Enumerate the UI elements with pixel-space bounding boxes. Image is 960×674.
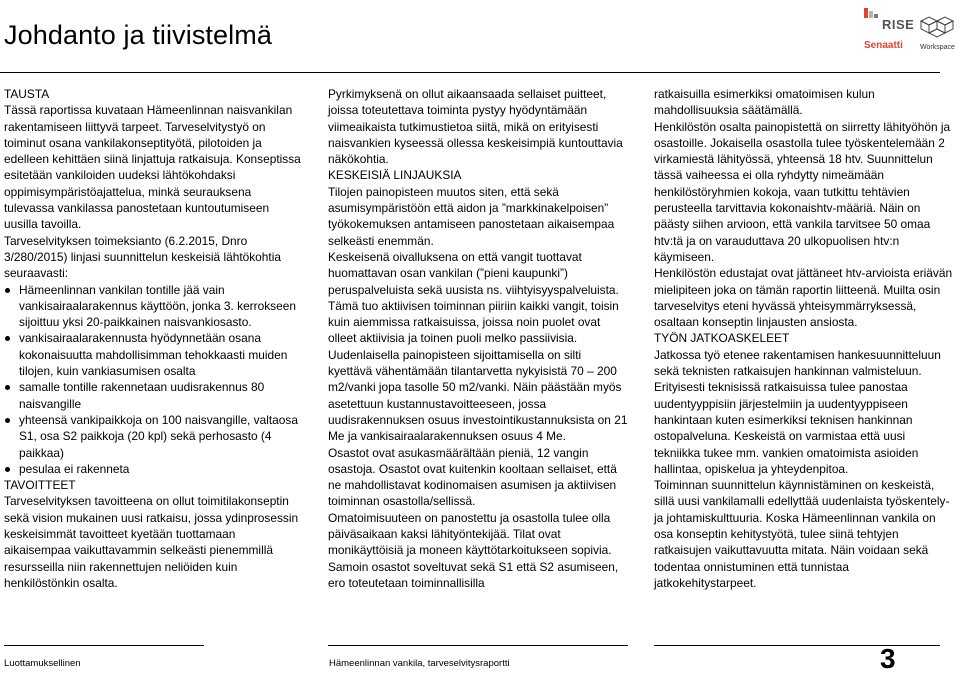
text-column-3 [654,86,954,591]
paragraph: Tilojen painopisteen muutos siten, että sekä asumisympäristöön että aidon ja ”markkinakelpoisen” työkokemuksen antamiseen panostetaan aikaisempaa selkeästi enemmän. [328,184,615,248]
paragraph: Omatoimisuuteen on panostettu ja osastolla tulee olla päiväsaikaan kaksi lähityöntekijää. Tilat ovat monikäyttöisiä ja moneen käyttötarkoitukseen sopivia. Samoin osastot soveltuvat sekä S1 että S2 asumiseen, ero toteutetaan toiminnallisilla [328,510,619,590]
paragraph: Erityisesti teknisissä ratkaisuissa tulee panostaa uudentyyppisiin järjestelmiin ja uudentyyppiseen hankintaan kuten esimerkiksi teknisen hankinnan ostopalveluna. Keskeistä on varmistaa että uusi tekniikka tukee mm. vankien omatoimista asioiden hallintaa, opiskelua ja yhteydenpitoa. [654,380,919,476]
logo-group [858,4,958,52]
workspace-logo-text: Workspace [920,44,955,51]
paragraph: Henkilöstön osalta painopistettä on siirretty lähityöhön ja osastoille. Jokaisella osastolla tulee työskentelemään 2 virkamiestä lähityössä, yhteensä 18 htv. Suunnittelun tässä vaiheessa ei olla ryhdytty nimeämään henkilöstöryhmien kokoja, vaan tutkittu tehtävien perusteella tarvittavia kokonaishtv-määriä. Näin on päästy siihen arvioon, että vankila tarvitsee 50 omaa htv:tä ja on varauduttava 20 ulkopuolisen htv:n käymiseen. [654,119,951,264]
senaatti-logo-text: Senaatti [864,40,903,51]
footer-divider-left [4,645,204,646]
workspace-logo-icon [920,14,954,42]
text-column-2 [328,86,628,591]
paragraph: Jatkossa työ etenee rakentamisen hankesuunnitteluun sekä teknisten ratkaisujen hankinnan valmisteluun. [654,347,941,379]
rise-logo-icon [864,8,880,30]
text-column-1 [4,86,304,591]
section-heading: TYÖN JATKOASKELEET [654,331,790,346]
header-divider [0,72,940,73]
paragraph: Keskeisenä oivalluksena on että vangit tuottavat huomattavan osan vankilan (”pieni kaupunki”) peruspalveluista sekä uusista ns. viihtyisyyspalveluista. Tämä tuo aktiivisen toiminnan piiriin kaikki vangit, toisin kuin aiemmissa ratkaisuissa, joissa noin puolet ovat olleet aktiivisia ja toinen puoli melko passiivisia. [328,249,619,346]
bullet-item: yhteensä vankipaikkoja on 100 naisvangille, valtaosa S1, osa S2 paikkoja (20 kpl) sekä perhosasto (4 paikkaa) [4,412,304,461]
bullet-item: pesulaa ei rakenneta [4,461,304,477]
paragraph: Toiminnan suunnittelun käynnistäminen on keskeistä, sillä uusi vankilamalli edellyttää uudenlaista työskentely- ja johtamiskulttuuria. Koska Hämeenlinnan vankila on osa konseptin kehitystyötä, tulee siinä tehtyjen ratkaisujen vaikuttavuutta mitata. Näin voidaan sekä todentaa onnistuminen että tunnistaa jatkokehitystarpeet. [654,478,950,590]
paragraph: Henkilöstön edustajat ovat jättäneet htv-arvioista eriävän mielipiteen joka on tämän raportin liitteenä. Muilta osin tarveselvitys eteni hyvässä yhteisymmärryksessä, osaltaan konseptin linjausten ansiosta. [654,266,953,330]
footer-divider-right [654,645,940,646]
paragraph: Uudenlaisella painopisteen sijoittamisella on silti kyettävä vähentämään tilantarvetta nykyisistä 70 – 200 m2/vanki jopa tasolle 50 m2/vanki. Näin päästään myös asetettuun kustannustavoitteeseen, jossa uudisrakennuksen osuus investointikustannuksista on 21 Me ja vankisairaalarakennuksen osuus 4 Me. [328,347,628,444]
bullet-item: Hämeenlinnan vankilan tontille jää vain vankisairaalarakennus käyttöön, jonka 3. kerrokseen sijoittuu yksi 20-paikkainen naisvankiosasto. [4,282,304,331]
section-heading: KESKEISIÄ LINJAUKSIA [328,168,462,183]
bullet-list [4,282,304,478]
paragraph: ratkaisuilla esimerkiksi omatoimisen kulun mahdollisuuksia säätämällä. [654,87,875,118]
section-heading: TAVOITTEET [4,478,76,493]
paragraph: Tarveselvityksen tavoitteena on ollut toimitilakonseptin sekä vision mukainen uusi ratkaisu, jossa ydinprosessin keskeisimmät tavoitteet kyetään tuottamaan aikaisempaa vaikuttavammin selkeästi pienemmillä resursseilla niin rakennettujen neliöiden kuin henkilöstönkin osalta. [4,494,299,590]
bullet-item: samalle tontille rakennetaan uudisrakennus 80 naisvangille [4,379,304,412]
footer-confidential: Luottamuksellinen [4,658,81,669]
page-title: Johdanto ja tiivistelmä [4,20,272,50]
footer-divider-middle [328,645,628,646]
paragraph: Tässä raportissa kuvataan Hämeenlinnan naisvankilan rakentamiseen liittyvä tarpeet. Tarveselvitystyö on toiminut osana vankilakonseptityötä, pilotoiden ja edelleen kehittäen siinä linjattuja ratkaisuja. Konseptissa esitetään vankiloiden uudeksi lähtökohdaksi oppimisympäristöajattelua, minkä seurauksena tulevassa vankilassa panostetaan kuntoutumiseen uusilla tavoilla. [4,103,301,232]
paragraph: Tarveselvityksen toimeksianto (6.2.2015, Dnro 3/280/2015) linjasi suunnittelun keskeisiä lähtökohtia seuraavasti: [4,233,281,281]
page-number: 3 [880,643,896,674]
bullet-item: vankisairaalarakennusta hyödynnetään osana kokonaisuutta mahdollisimman tehokkaasti muiden tilojen, kuin vankiasumisen osalta [4,330,304,379]
section-heading: TAUSTA [4,87,50,101]
paragraph: Pyrkimyksenä on ollut aikaansaada sellaiset puitteet, joissa toteutettava toiminta pystyy hyödyntämään viimeaikaista tutkimustietoa siitä, mikä on erityisesti naisvankien kyseessä ollessa keskeisimpiä kuntouttavia näkökohtia. [328,87,623,167]
footer-report-title: Hämeenlinnan vankila, tarveselvitysraportti [329,658,510,669]
paragraph: Osastot ovat asukasmäärältään pieniä, 12 vangin osastoja. Osastot ovat kuitenkin kooltaan sellaiset, että ne mahdollistavat kodinomaisen asumisen ja aktiivisen toiminnan osastolla/sellissä. [328,445,617,509]
rise-logo-text: RISE [882,17,915,32]
